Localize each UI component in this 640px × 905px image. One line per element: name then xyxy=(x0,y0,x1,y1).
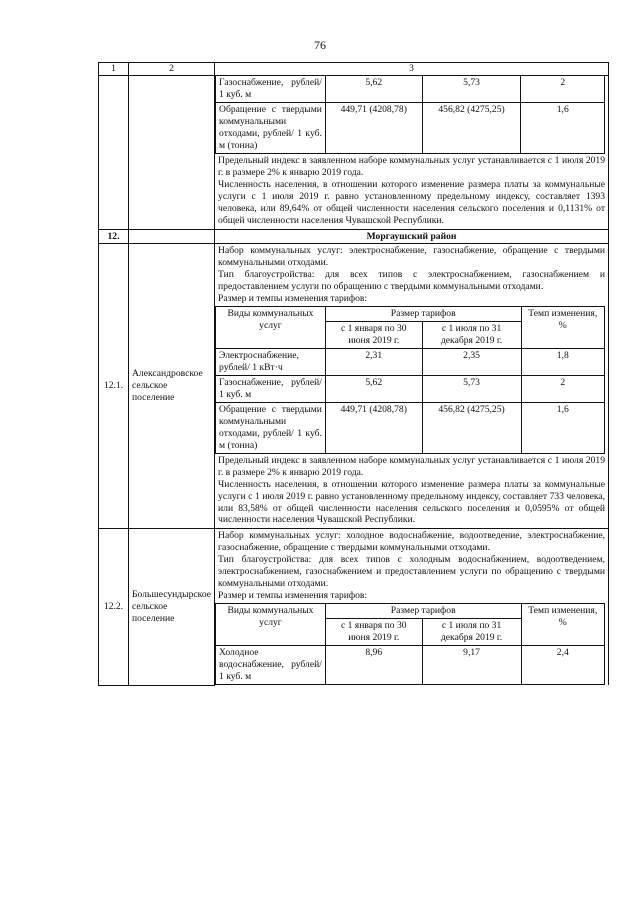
page-number: 76 xyxy=(314,38,326,52)
table-row: Газоснабжение, рублей/ 1 куб. м 5,62 5,73 2 xyxy=(216,375,605,402)
th-kinds: Виды коммунальных услуг xyxy=(216,306,326,348)
table-row: Обращение с твердыми коммунальными отходами, рублей/ 1 куб. м (тонна) 449,71 (4208,78) 456,82 (4275,25) 1,6 xyxy=(216,402,605,453)
settlement-tariff-table xyxy=(215,306,605,454)
th-period-2: с 1 июля по 31 декабря 2019 г. xyxy=(422,321,521,348)
settlement-tariff-table xyxy=(215,603,605,685)
settlement-name: Александровское сельское поселение xyxy=(129,243,215,529)
table-row: Холодное водоснабжение, рублей/ 1 куб. м 8,96 9,17 2,4 xyxy=(216,646,605,685)
settlement-number: 12.1. xyxy=(99,243,129,529)
tariff-title: Размер и темпы изменения тарифов: xyxy=(218,292,368,304)
continuation-row xyxy=(99,76,609,230)
services-paragraph: Набор коммунальных услуг: электроснабжение, газоснабжение, обращение с твердыми коммунальными отходами. xyxy=(218,244,606,268)
continued-tariff-table xyxy=(215,76,605,154)
services-paragraph: Набор коммунальных услуг: холодное водоснабжение, водоотведение, электроснабжение, газоснабжение, обращение с твердыми коммунальными отходами. xyxy=(218,530,606,554)
tariff-table xyxy=(98,62,609,686)
th-period-2: с 1 июля по 31 декабря 2019 г. xyxy=(422,619,521,646)
population-paragraph: Численность населения, в отношении которого изменение размера платы за коммунальные услуги с 1 июля 2019 г. равно установленному предельному индексу, составляет 733 человека, или 83,58% от общей численности населения сельского поселения и 0,0595% от общей численности населения Чувашской Республики. xyxy=(218,478,606,526)
th-rate: Темп изменения, % xyxy=(521,604,605,646)
index-paragraph: Предельный индекс в заявленном наборе коммунальных услуг устанавливается с 1 июля 2019 г. в размере 2% к январю 2019 года. xyxy=(218,154,606,178)
th-rate: Темп изменения, % xyxy=(521,306,605,348)
column-number-row xyxy=(99,63,609,76)
table-row: Электроснабжение, рублей/ 1 кВт·ч 2,31 2,35 1,8 xyxy=(216,348,605,375)
th-period-1: с 1 января по 30 июня 2019 г. xyxy=(325,619,422,646)
th-size: Размер тарифов xyxy=(325,604,521,619)
settlement-row xyxy=(99,529,609,685)
settlement-number: 12.2. xyxy=(99,529,129,685)
settlement-row xyxy=(99,243,609,529)
district-row xyxy=(99,229,609,243)
th-size: Размер тарифов xyxy=(325,306,521,321)
population-paragraph: Численность населения, в отношении которого изменение размера платы за коммунальные услуги с 1 июля 2019 г. равно установленному предельному индексу, составляет 1393 человека, или 89,64% от общей численности населения сельского поселения и 0,1131% от общей численности населения Чувашской Республики. xyxy=(218,178,606,226)
district-name: Моргаушский район xyxy=(215,229,609,243)
index-paragraph: Предельный индекс в заявленном наборе коммунальных услуг устанавливается с 1 июля 2019 г. в размере 2% к январю 2019 года. xyxy=(218,454,606,478)
tariff-title: Размер и темпы изменения тарифов: xyxy=(218,590,368,602)
col-number-2: 2 xyxy=(129,63,215,76)
type-paragraph: Тип благоустройства: для всех типов с холодным водоснабжением, водоотведением, электроснабжением, газоснабжением и предоставлением услуги по обращению с твердыми коммунальными отходами. xyxy=(218,554,606,590)
type-paragraph: Тип благоустройства: для всех типов с электроснабжением, газоснабжением и предоставлением услуги по обращению с твердыми коммунальными отходами. xyxy=(218,268,606,292)
col-number-1: 1 xyxy=(99,63,129,76)
district-number: 12. xyxy=(99,229,129,243)
settlement-name: Большесундырское сельское поселение xyxy=(129,529,215,685)
table-row: Обращение с твердыми коммунальными отходами, рублей/ 1 куб. м (тонна) 449,71 (4208,78) 456,82 (4275,25) 1,6 xyxy=(216,102,605,153)
table-header-row xyxy=(216,604,605,619)
th-period-1: с 1 января по 30 июня 2019 г. xyxy=(325,321,422,348)
th-kinds: Виды коммунальных услуг xyxy=(216,604,326,646)
table-row: Газоснабжение, рублей/ 1 куб. м 5,62 5,73 2 xyxy=(216,76,605,102)
col-number-3: 3 xyxy=(215,63,609,76)
table-header-row xyxy=(216,306,605,321)
